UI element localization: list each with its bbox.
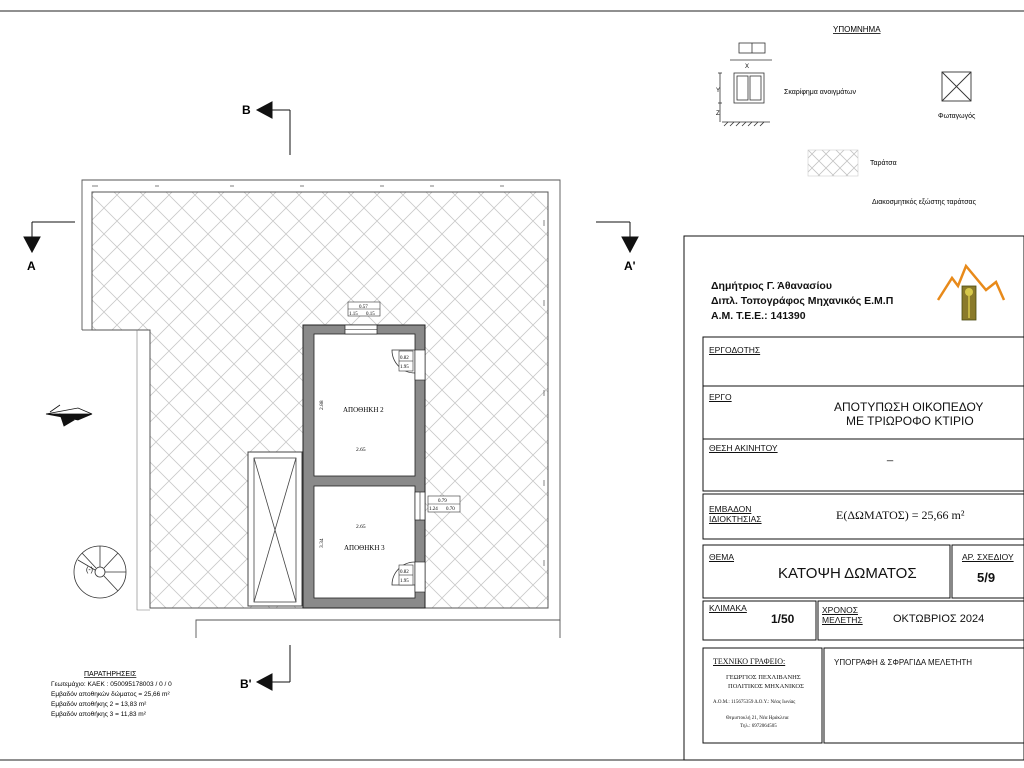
section-a-left-marker [24, 222, 75, 252]
room3-height: 3.34 [319, 538, 325, 548]
window-sketch-icon [718, 43, 772, 126]
dim-door3-b: 1.95 [400, 579, 409, 584]
scale-value: 1/50 [771, 612, 795, 626]
office-line5: Τηλ.: 6972064505 [740, 724, 777, 729]
dim-window-top-a: 0.57 [359, 305, 368, 310]
room2-height: 2.88 [319, 400, 325, 410]
dim-door2-b: 1.95 [400, 365, 409, 370]
time-label-1: ΧΡΟΝΟΣ [822, 605, 858, 615]
room3-label: ΑΠΟΘΗΚΗ 3 [344, 544, 385, 552]
legend-terrace-label: Ταράτσα [870, 160, 897, 167]
lightwell-icon [942, 72, 971, 101]
office-label: ΤΕΧΝΙΚΟ ΓΡΑΦΕΙΟ: [713, 657, 786, 666]
scale-label: ΚΛΙΜΑΚΑ [709, 603, 747, 613]
dim-door3-a: 0.82 [400, 570, 409, 575]
section-a-right-label: A' [624, 259, 636, 273]
notes-title: ΠΑΡΑΤΗΡΗΣΕΙΣ [84, 671, 137, 678]
section-b-top-marker [257, 102, 290, 155]
office-line4: Θεμιστοκλή 21, Νέα Ηράκλεια [726, 716, 789, 721]
office-line2: ΠΟΛΙΤΙΚΟΣ ΜΗΧΑΝΙΚΟΣ [728, 683, 804, 690]
area-value: Ε(ΔΩΜΑΤΟΣ) = 25,66 m² [836, 508, 965, 522]
dim-door2-a: 0.82 [400, 356, 409, 361]
signature-label: ΥΠΟΓΡΑΦΗ & ΣΦΡΑΓΙΔΑ ΜΕΛΕΤΗΤΗ [834, 658, 973, 667]
stair-direction-label: (-) [86, 567, 93, 574]
section-a-left-label: A [27, 259, 36, 273]
legend-dim-x: X [745, 64, 750, 70]
section-b-top-label: B [242, 103, 251, 117]
spiral-stair-icon [74, 546, 126, 598]
legend [716, 25, 977, 206]
north-arrow-icon [46, 405, 92, 426]
location-label: ΘΕΣΗ ΑΚΙΝΗΤΟΥ [709, 443, 778, 453]
office-line1: ΓΕΩΡΓΙΟΣ ΠΕΧΛΙΒΑΝΗΣ [726, 674, 801, 681]
location-value: _ [887, 450, 894, 462]
drawing-number-label: ΑΡ. ΣΧΕΔΙΟΥ [962, 552, 1014, 562]
plan-lightwell-icon [248, 452, 302, 606]
subject-value: ΚΑΤΟΨΗ ΔΩΜΑΤΟΣ [778, 565, 917, 582]
time-value: ΟΚΤΩΒΡΙΟΣ 2024 [893, 613, 985, 625]
room2-label: ΑΠΟΘΗΚΗ 2 [343, 406, 384, 414]
subject-label: ΘΕΜΑ [709, 552, 735, 562]
floor-plan [46, 180, 560, 638]
legend-title: ΥΠΟΜΝΗΜΑ [833, 25, 881, 34]
drawing-number-value: 5/9 [977, 570, 996, 585]
section-b-bottom-label: B' [240, 677, 252, 691]
dim-window-top-b: 1.15 [349, 312, 358, 317]
notes-line4: Εμβαδόν αποθήκης 3 = 11,83 m² [51, 711, 146, 718]
legend-dim-y: Y [716, 88, 721, 94]
area-label-1: ΕΜΒΑΔΟΝ [709, 504, 752, 514]
author-title: Διπλ. Τοπογράφος Μηχανικός Ε.Μ.Π [711, 295, 894, 307]
project-label: ΕΡΓΟ [709, 392, 732, 402]
dim-window-right-b: 1.24 [429, 507, 438, 512]
legend-dim-z: Z [716, 111, 720, 117]
owner-label: ΕΡΓΟΔΟΤΗΣ [709, 345, 761, 355]
section-b-bottom-marker [257, 645, 290, 690]
legend-floor-finish-label: Διακοσμητικός εξώστης ταράτσας [872, 199, 976, 206]
notes [51, 671, 172, 718]
notes-line3: Εμβαδόν αποθήκης 2 = 13,83 m² [51, 701, 147, 708]
area-label-2: ΙΔΙΟΚΤΗΣΙΑΣ [709, 514, 762, 524]
author-registration: Α.Μ. Τ.Ε.Ε.: 141390 [711, 310, 806, 322]
section-a-right-marker [596, 222, 638, 252]
notes-line2: Εμβαδόν αποθηκών δώματος = 25,66 m² [51, 691, 170, 698]
office-line3: Α.Ο.Μ.: 115675359 Δ.Ο.Υ.: Νέας Ιωνίας [713, 700, 796, 705]
terrace-swatch-icon [808, 150, 858, 176]
room2-width: 2.65 [356, 447, 366, 453]
notes-line1: Γεωτεμάχιο: ΚΑΕΚ : 050095178003 / 0 / 0 [51, 681, 172, 688]
room3-width: 2.65 [356, 524, 366, 530]
dim-window-top-c: 0.15 [366, 312, 375, 317]
legend-lightwell-label: Φωταγωγός [938, 113, 976, 120]
dim-window-right-c: 0.70 [446, 507, 455, 512]
dim-window-right-a: 0.79 [438, 499, 447, 504]
time-label-2: ΜΕΛΕΤΗΣ [822, 615, 863, 625]
author-name: Δημήτριος Γ. Άθανασίου [711, 280, 832, 292]
surveyor-logo [938, 266, 1004, 320]
project-line2: ΜΕ ΤΡΙΩΡΟΦΟ ΚΤΙΡΙΟ [846, 414, 974, 428]
project-line1: ΑΠΟΤΥΠΩΣΗ ΟΙΚΟΠΕΔΟΥ [834, 400, 984, 414]
legend-openings-label: Σκαρίφημα ανοιγμάτων [784, 89, 856, 96]
